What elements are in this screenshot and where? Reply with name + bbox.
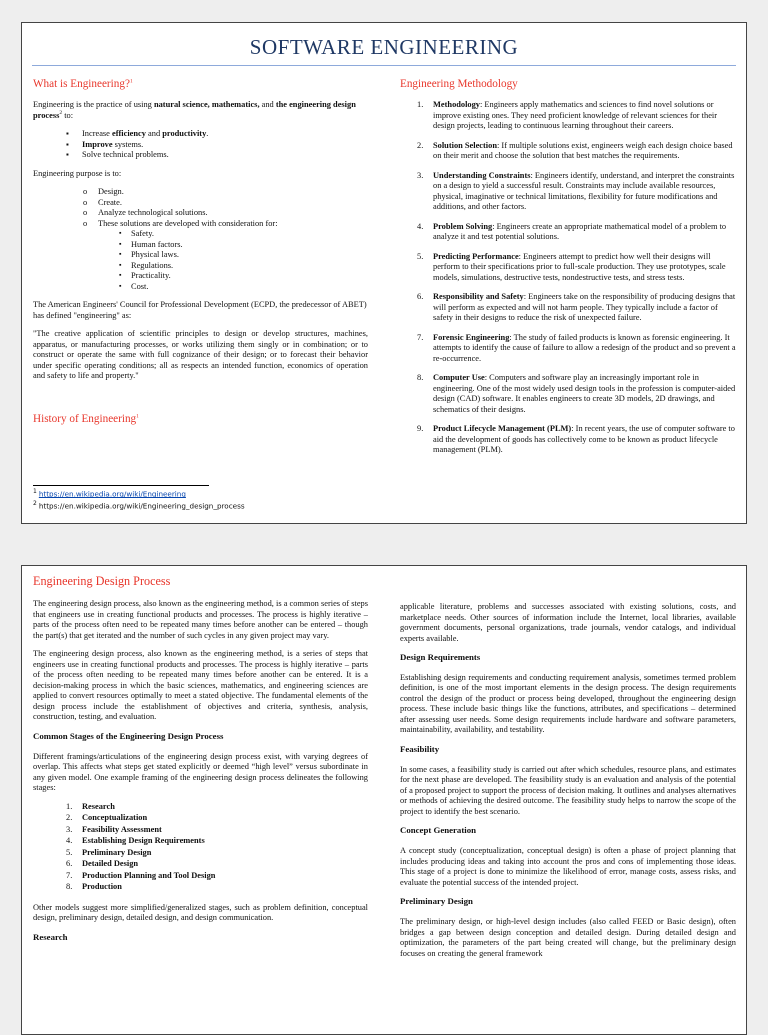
- paragraph: The engineering design process, also known as the engineering method, is a series of steps that engineers use in creating functional products and processes. The process is highly iterative – parts of the process often needing to be repeated many times before another can be entered. It is a decision-making process in which the basic sciences, mathematics, and engineering sciences are applied to convert resources optimally to meet a stated objective. The fundamental elements of the design process include the establishment of objectives and criteria, synthesis, analysis, construction, testing, and evaluation.: [33, 649, 368, 722]
- stages-list: [33, 802, 368, 893]
- list-item: [66, 836, 368, 847]
- item-text: : Engineers apply mathematics and sciences to find novel solutions or improve existing ones. They need proficient knowledge of relevant sciences for their design projects, leading to continuous learning throughout their careers.: [433, 100, 718, 130]
- intro-bold: natural science, mathematics,: [153, 100, 260, 109]
- item-term: Understanding Constraints: [433, 170, 531, 180]
- preliminary-design-heading: Preliminary Design: [400, 896, 473, 907]
- paragraph: Different framings/articulations of the engineering design process exist, with varying degrees of overlap. This affects what steps get stated explicitly or deemed “high level” versus subordinate in any given model. One example framing of the engineering design process delineates the following stages:: [33, 751, 368, 793]
- item-text: : The study of failed products is known as forensic engineering. It attempts to identify the cause of failure to allow a redesign of the product and so prevent a re-occurrence.: [433, 332, 736, 363]
- item-term: Predicting Performance: [433, 251, 519, 261]
- goals-list: [33, 129, 368, 161]
- item-number: 2.: [417, 140, 424, 150]
- footnote-number: 1: [33, 488, 37, 495]
- item-text: These solutions are developed with consideration for:: [98, 218, 278, 228]
- intro-text: to:: [62, 110, 74, 120]
- list-item: [417, 332, 736, 365]
- item-number: 1.: [417, 100, 424, 109]
- item-label: Detailed Design: [82, 859, 139, 869]
- list-item: [66, 813, 368, 824]
- list-item: ▪ Regulations.: [131, 261, 368, 272]
- design-process-heading: Engineering Design Process: [33, 574, 171, 588]
- research-heading: Research: [33, 931, 68, 942]
- list-item: [417, 170, 736, 213]
- item-term: Solution Selection: [433, 140, 497, 150]
- item-term: Computer Use: [433, 373, 485, 382]
- list-item: [417, 140, 736, 162]
- list-item: [66, 882, 368, 893]
- right-column: [400, 77, 736, 465]
- item-number: 8.: [417, 373, 424, 382]
- item-term: Methodology: [433, 100, 480, 109]
- item-term: Forensic Engineering: [433, 332, 510, 342]
- list-item: o Design.: [98, 187, 368, 198]
- paragraph: A concept study (conceptualization, conceptual design) is often a phase of project planning that includes producing ideas and taking into account the pros and cons of implementing those ideas. This stage of a project is done to minimize the likelihood of error, manage costs, assess risks, and evaluate the potential success of the intended project.: [400, 846, 736, 887]
- footnote-ref[interactable]: 1: [136, 412, 139, 419]
- what-is-engineering-heading: [33, 77, 368, 91]
- item-label: Establishing Design Requirements: [82, 836, 205, 846]
- footnote-ref[interactable]: 2: [59, 109, 63, 116]
- item-number: 2.: [66, 813, 73, 823]
- footnote-ref[interactable]: 1: [129, 78, 133, 85]
- list-item: o Create.: [98, 198, 368, 209]
- considerations-list: [98, 229, 368, 292]
- purpose-intro: Engineering purpose is to:: [33, 168, 122, 178]
- item-text: : Engineers attempt to predict how well their designs will perform to their specifications prior to full-scale production. They use prototypes, scale models, simulations, destructive tests, nondestructive tests, and stress tests.: [433, 251, 726, 282]
- item-bold: productivity: [162, 129, 207, 138]
- methodology-heading: Engineering Methodology: [400, 78, 518, 90]
- list-item: ▪ Human factors.: [131, 240, 368, 251]
- item-number: 5.: [417, 251, 424, 261]
- list-item: [417, 292, 736, 324]
- item-label: Conceptualization: [82, 813, 148, 823]
- footnote-text: https://en.wikipedia.org/wiki/Engineering_design_process: [38, 501, 245, 511]
- paragraph: In some cases, a feasibility study is carried out after which schedules, resource plans, and estimates for the next phase are developed. The feasibility study is an evaluation and analysis of the potential of a proposed project to support the process of decision making. It outlines and analyses alternatives or methods of achieving the desired outcome. The feasibility study helps to narrow the scope of the project to identify the best scenario.: [400, 764, 736, 816]
- item-label: Production Planning and Tool Design: [82, 870, 216, 880]
- right-column: [400, 602, 736, 967]
- left-column: [33, 77, 368, 435]
- design-requirements-heading: Design Requirements: [400, 652, 481, 662]
- list-item: [82, 129, 368, 140]
- paragraph: The preliminary design, or high-level design includes (also called FEED or Basic design), often bridges a gap between design conception and detailed design. During detailed design and optimization, the parameters of the part being created will change, but the preliminary design focuses on creating the general framework: [400, 917, 736, 958]
- list-item: [98, 219, 368, 293]
- paragraph: Establishing design requirements and conducting requirement analysis, sometimes termed problem definition, is one of the most important elements in the design process. The design requirements control the design of the product or process being developed, throughout the engineering design process. These include basic things like the functions, attributes, and specifications – determined after assessing user needs. Some design requirements include hardware and software parameters, maintainability, availability, and testability.: [400, 672, 736, 735]
- item-number: 3.: [417, 170, 424, 180]
- title-divider: [32, 65, 736, 66]
- list-item: o Analyze technological solutions.: [98, 208, 368, 219]
- item-number: 1.: [66, 801, 73, 811]
- item-number: 8.: [66, 882, 73, 892]
- list-item: ▪ Physical laws.: [131, 250, 368, 261]
- item-text: Solve technical problems.: [82, 150, 169, 159]
- footnote-2: [33, 500, 283, 512]
- item-number: 7.: [417, 332, 424, 342]
- intro-text: and: [259, 100, 276, 109]
- item-term: Responsibility and Safety: [433, 292, 524, 301]
- list-item: [417, 424, 736, 456]
- item-text: systems.: [112, 139, 144, 149]
- list-item: [417, 221, 736, 243]
- paragraph: The engineering design process, also known as the engineering method, is a common series of steps that engineers use in creating functional products and processes. The process is highly iterative – parts of the process often need to be repeated many times before another can be entered – though the part(s) that get iterated and the number of such cycles in any given project may vary.: [33, 599, 368, 640]
- history-heading: [33, 412, 368, 426]
- methodology-list: [400, 100, 736, 456]
- paragraph: applicable literature, problems and successes associated with existing solutions, costs, and marketplace needs. Other sources of information include the Internet, local libraries, available government documents, personal organizations, trade journals, vendor catalogs, and individual experts available.: [400, 602, 736, 643]
- intro-text: Engineering is the practice of using: [33, 100, 154, 109]
- item-number: 6.: [66, 859, 73, 869]
- stages-heading: Common Stages of the Engineering Design Process: [33, 730, 224, 741]
- heading-text: What is Engineering?: [33, 78, 130, 90]
- list-item: ▪ Safety.: [131, 229, 368, 240]
- list-item: ▪ Cost.: [131, 282, 368, 293]
- item-term: Product Lifecycle Management (PLM): [433, 424, 572, 433]
- footnote-number: 2: [33, 499, 37, 507]
- item-number: 3.: [66, 824, 73, 834]
- list-item: ▪ Practicality.: [131, 271, 368, 282]
- footnote-divider: [33, 485, 209, 486]
- purpose-list: [33, 187, 368, 292]
- item-label: Preliminary Design: [82, 847, 152, 857]
- heading-text: History of Engineering: [33, 412, 137, 425]
- left-column: [33, 574, 368, 953]
- item-label: Feasibility Assessment: [82, 824, 162, 834]
- item-term: Problem Solving: [433, 221, 493, 231]
- list-item: [66, 801, 368, 813]
- item-label: Research: [82, 801, 115, 811]
- item-text: : Computers and software play an increasingly important role in engineering. One of the most widely used design tools in the profession is computer-aided design (CAD) software. It enables engineers to create 3D models, 2D drawings, and schematics of their designs.: [433, 373, 736, 414]
- item-text: Increase: [82, 129, 112, 138]
- item-number: 5.: [66, 847, 73, 857]
- item-text: : If multiple solutions exist, engineers weigh each design choice based on their merit and choose the solution that best matches the requirements.: [433, 140, 733, 160]
- footnote-link[interactable]: https://en.wikipedia.org/wiki/Engineering: [38, 489, 186, 499]
- list-item: [66, 824, 368, 836]
- item-label: Production: [82, 882, 122, 892]
- item-bold: Improve: [82, 139, 113, 149]
- item-number: 6.: [417, 292, 424, 301]
- footnote-1: [33, 488, 283, 500]
- document-page-1: [21, 22, 747, 524]
- item-text: and: [145, 129, 163, 138]
- concept-generation-heading: Concept Generation: [400, 825, 476, 836]
- ecpd-paragraph: The American Engineers' Council for Professional Development (ECPD, the predecessor of ABET) has defined "engineering" as:: [33, 300, 367, 320]
- footnotes: [33, 485, 283, 512]
- item-number: 4.: [66, 836, 73, 846]
- paragraph: Other models suggest more simplified/generalized stages, such as problem definition, conceptual design, preliminary design, detailed design, and design communication.: [33, 902, 368, 923]
- list-item: [66, 847, 368, 859]
- item-number: 9.: [417, 424, 424, 433]
- list-item: [82, 140, 368, 151]
- item-text: : Engineers create an appropriate mathematical model of a problem to analyze it and test potential solutions.: [433, 221, 727, 241]
- intro-bold: the engineering design process: [33, 100, 356, 120]
- list-item: [417, 251, 736, 284]
- intro-paragraph: [33, 100, 368, 121]
- document-page-2: [21, 565, 747, 1035]
- list-item: [417, 373, 736, 415]
- item-text: : Engineers take on the responsibility of producing designs that will perform as expected and will not harm people. They typically include a factor of safety in their designs to reduce the risk of unexpected failure.: [433, 292, 736, 322]
- item-bold: efficiency: [112, 129, 146, 138]
- list-item: [82, 150, 368, 161]
- list-item: [66, 870, 368, 882]
- ecpd-quote: "The creative application of scientific principles to design or develop structures, machines, apparatus, or manufacturing processes, or works utilizing them singly or in combination; or to construct or operate the same with full cognizance of their design; or to forecast their behavior under specific operating conditions; all as respects an intended function, economics of operation and safety to life and property.": [33, 329, 368, 380]
- item-text: .: [206, 129, 209, 138]
- item-number: 7.: [66, 870, 73, 880]
- item-text: : In recent years, the use of computer software to aid the development of goods has collectively come to be known as product lifecycle management (PLM).: [433, 424, 735, 454]
- item-number: 4.: [417, 221, 424, 231]
- item-text: : Engineers identify, understand, and interpret the constraints on a design to yield a successful result. Constraints may include available resources, physical, imaginative or technical limitations, flexibility for future modifications and additions, and other factors.: [433, 170, 735, 211]
- list-item: [66, 859, 368, 870]
- list-item: [417, 100, 736, 132]
- feasibility-heading: Feasibility: [400, 743, 440, 754]
- page-title: SOFTWARE ENGINEERING: [249, 35, 519, 59]
